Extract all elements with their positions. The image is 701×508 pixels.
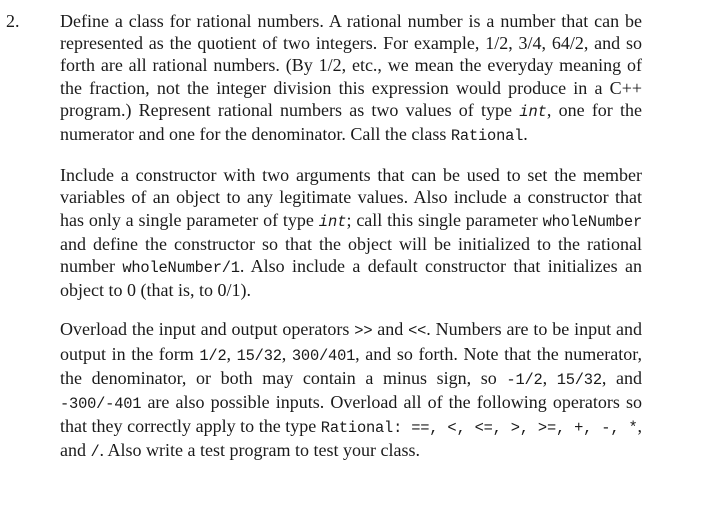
exercise-2 xyxy=(60,10,642,464)
code-input-operator: >> xyxy=(354,322,373,341)
p3-text-11: . Also write a test program to test your class. xyxy=(99,440,420,461)
class-name-rational: Rational xyxy=(450,127,524,146)
p3-text-7: , xyxy=(542,367,557,388)
p2-text-4: . Also include a default constructor that initializes an object to 0 (that is, to 0/1). xyxy=(60,256,643,301)
p3-text-1: Overload the input and output operators xyxy=(60,319,355,340)
keyword-int: int xyxy=(318,212,347,231)
code-example-4: -1/2 xyxy=(506,370,543,389)
param-wholenumber: wholeNumber xyxy=(542,212,642,231)
code-example-3: 300/401 xyxy=(291,346,356,365)
code-wholenumber-over-1: wholeNumber/1 xyxy=(122,259,240,278)
code-example-6: -300/-401 xyxy=(60,395,142,414)
paragraph-1 xyxy=(60,10,642,147)
code-example-5: 15/32 xyxy=(556,370,602,389)
exercise-number: 2. xyxy=(6,11,20,31)
p3-text-4: , xyxy=(226,343,237,364)
keyword-int: int xyxy=(519,102,547,121)
p2-text-1: Include a constructor with two arguments that can be used to set the member variables of an object to any legitimate values. Also include a constructor that has only a single parameter of type xyxy=(60,165,642,230)
p1-text-1: Define a class for rational numbers. A rational number is a number that can be represented as the quotient of two integers. For example, 1/2, 3/4, 64/2, and so forth are all rational numbers. (By 1/2, etc., we mean the everyday meaning of the fraction, not the integer division this expression would produce in a C++ program.) Represent rational numbers as two values of type xyxy=(60,11,642,120)
paragraph-2 xyxy=(60,164,642,301)
p3-text-10: , and xyxy=(60,416,642,461)
p3-text-6: , and so forth. Note that the numerator, the denominator, or both may contain a minus sign, so xyxy=(60,343,643,388)
p2-text-2: ; call this single parameter xyxy=(346,209,543,230)
p2-text-3: and define the constructor so that the object will be initialized to the rational number xyxy=(60,233,642,277)
code-division-operator: / xyxy=(90,443,100,462)
p3-text-5: , xyxy=(281,343,292,364)
p3-text-3: . Numbers are to be input and output in the form xyxy=(60,319,642,364)
code-operator-list: Rational: ==, <, <=, >, >=, +, -, * xyxy=(320,419,638,438)
code-example-2: 15/32 xyxy=(236,346,282,365)
code-example-1: 1/2 xyxy=(199,346,227,365)
p1-text-3: . xyxy=(523,124,528,145)
code-output-operator: << xyxy=(408,322,427,341)
p1-text-2: , one for the numerator and one for the denominator. Call the class xyxy=(60,99,642,145)
p3-text-2: and xyxy=(372,319,409,340)
p3-text-9: are also possible inputs. Overload all of the following operators so that they correctly apply to the type xyxy=(60,392,642,437)
paragraph-3 xyxy=(60,318,642,463)
p3-text-8: , and xyxy=(601,367,642,388)
